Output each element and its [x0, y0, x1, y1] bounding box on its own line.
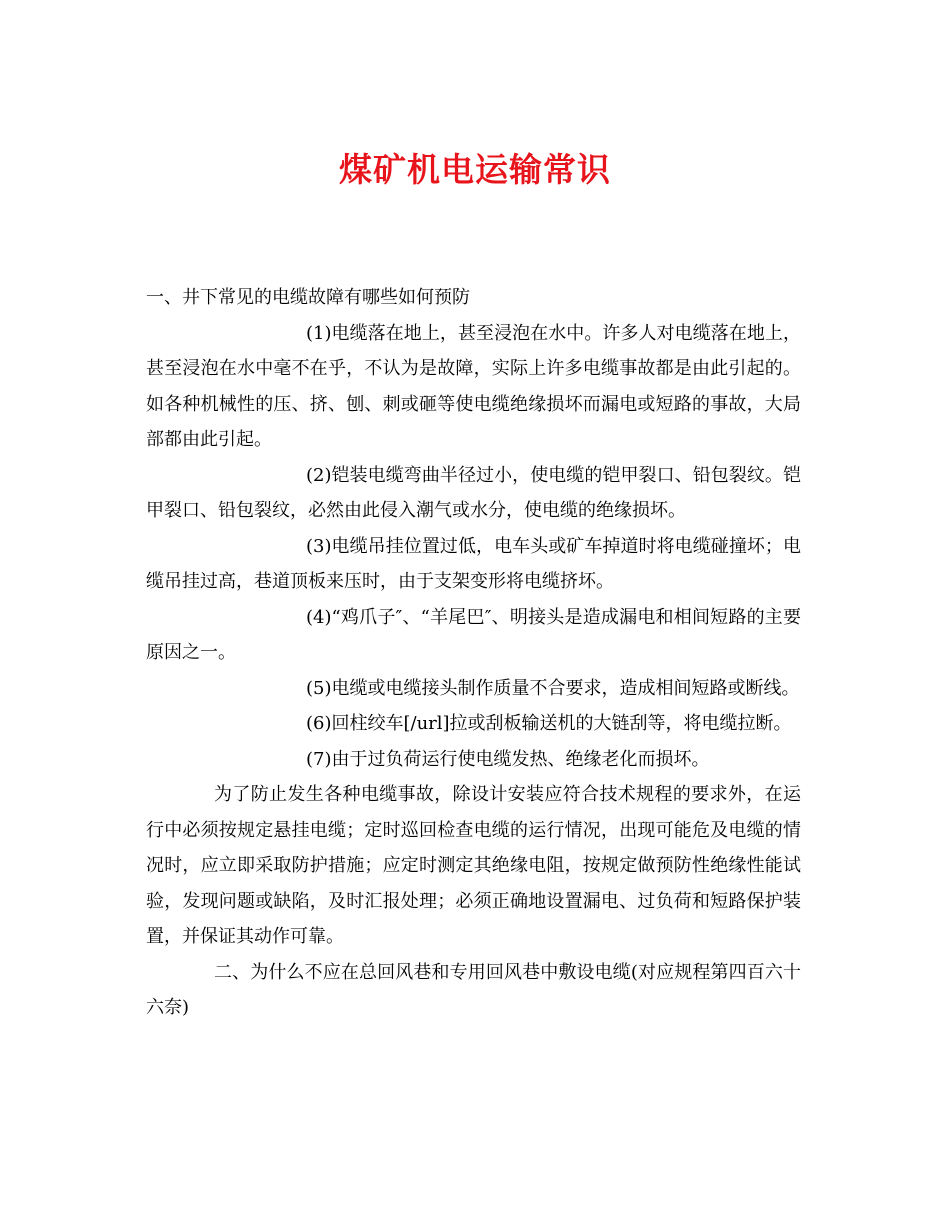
summary-paragraph: 为了防止发生各种电缆事故，除设计安装应符合技术规程的要求外，在运行中必须按规定悬挂电缆；定时巡回检查电缆的运行情况，出现可能危及电缆的情况时，应立即采取防护措施；应定时测定其绝缘电阻，按规定做预防性绝缘性能试验，发现问题或缺陷，及时汇报处理；必须正确地设置漏电、过负荷和短路保护装置，并保证其动作可靠。: [146, 784, 801, 947]
list-item: (3)电缆吊挂位置过低，电车头或矿车掉道时将电缆碰撞坏；电缆吊挂过高，巷道顶板来压时，由于支架变形将电缆挤坏。: [146, 535, 801, 592]
document-title: 煤矿机电运输常识: [339, 150, 611, 190]
list-item: (5)电缆或电缆接头制作质量不合要求，造成相间短路或断线。: [306, 677, 800, 699]
list-item: (2)铠装电缆弯曲半径过小，使电缆的铠甲裂口、铅包裂纹。铠甲裂口、铅包裂纹，必然由此侵入潮气或水分，使电缆的绝缘损坏。: [146, 464, 801, 521]
list-item: (7)由于过负荷运行使电缆发热、绝缘老化而损坏。: [306, 748, 710, 770]
list-item: (6)回柱绞车[/url]拉或刮板输送机的大链刮等，将电缆拉断。: [306, 713, 792, 734]
list-item: (4)“鸡爪子″、“羊尾巴″、明接头是造成漏电和相间短路的主要原因之一。: [146, 606, 801, 663]
section-heading: 二、为什么不应在总回风巷和专用回风巷中敷设电缆(对应规程第四百六十六奈): [146, 961, 801, 1018]
document-body: [146, 280, 801, 1026]
list-item: (1)电缆落在地上，甚至浸泡在水中。许多人对电缆落在地上，甚至浸泡在水中毫不在乎，不认为是故障，实际上许多电缆事故都是由此引起的。如各种机械性的压、挤、刨、刺或砸等使电缆绝缘损坏而漏电或短路的事故，大局部都由此引起。: [146, 322, 801, 450]
section-heading: 一、井下常见的电缆故障有哪些如何预防: [146, 287, 470, 308]
